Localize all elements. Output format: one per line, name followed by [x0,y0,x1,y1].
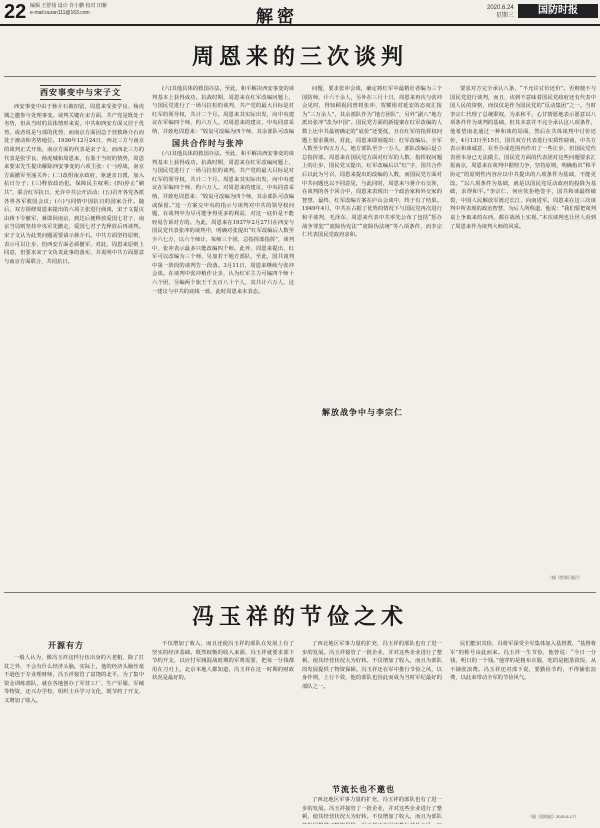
article2-subhead-2: 节流长也不邀也 [332,785,395,794]
article2-title: 冯玉祥的节俭之术 [191,605,408,630]
article1-column-2a: (六)其他具体的救国办法。至此，和平解决西安事变的谈判基本上获得成功。抗战时期，周恩来在红军改编问题上，与国民党进行了一场马拉松的谈判，共产党的最大目标是对红军的领导权，共计二个月。周恩来其实际出发，向中央建议在军编四个师，约六万人。对周恩来的建议，中央同意采纳，并致电周恩来：“收复可改编为四个师，其余部队可改编 [152,86,294,135]
email-line: e-mail:ouran111@163.com [30,10,90,16]
article1-credit: （据《世界日报》） [548,575,582,580]
section-title: 解密 [256,7,298,27]
title-rule [4,76,596,77]
article2-column-3b: 了西北地区军事力量的扩充，冯玉祥的部队也有了进一步的发展。冯玉祥接管了一批企业，并对这些企业进行了整顿，使其经营状况大为好转。不仅增加了收入，而且为部队 [302,797,442,821]
article1-subhead-2: 国共合作时与张冲 [172,139,244,148]
article2-subhead-1: 开源有方 [48,641,84,650]
date-text: 2020.6.24 [487,5,514,11]
article1-subhead-3: 解放战争中与李宗仁 [318,405,407,420]
article1-column-1: 西安事变中由于蒋介石被扣留，周恩来受张学良、杨虎城之邀参与处理事变。谈判关键在宋方面，共产党是既处于劣势，但从当时的具体情形来说，中共和西安方面又居于优势，或者说是与部的优势，而南京方面因急于营救蒋介石而处于被动和劣势地位。1936年12月24日，西北三方与南京的谈判正式开始，南京方面的代表是宋子文，而西北三方的代表是张学良、杨虎城和周恩来，有鉴于当时的情势，周恩来要宋先生提出解除西安事变的六项主张：(一)停战，南京方面撤军至潼关外；(二)改组南京政府，驱逐亲日派，加入抗日分子；(三)释放政治犯，保障民主权利；(四)停止“剿共”，联合红军抗日，允许中共公开活动；(五)召开各党各派各界各军救国会议；(六)与同情中国抗日的国家合作。随后，双方围绕周恩来提出的六项主张进行商谈，宋子文提议由蒋下令撤军，蒋即回南京，到达后便释放爱国七君子，南京当局则坚持中央军先撤走，爱国七君子先释放后再谈判。宋子文认为此类问题需要请示蒋介石。中共方面坚持原则，表示可以让步，但西安方面必须撤军，对此，周恩来原则上同意，但要求宋子文负责此事的落实，并说明中共方面愿意与南京方面联合，共同抗日。 [4,104,144,265]
article2-column-3: 了西北地区军事力量的扩充，冯玉祥的部队也有了进一步的发展。冯玉祥接管了一批企业，并对这些企业进行了整顿，使其经营状况大为好转。不仅增加了收入，而且为部队的发展提供了物资保障。冯玉祥还在军中推行节俭之风，以身作则，上行下效，他的部队也因此而成为当时军纪最好的部队之一。 [302,641,442,690]
page-number: 22 [4,1,27,23]
page-header [0,0,600,26]
article2-column-4: 民们能识其俭，冯将军深受全军集体加入基督教，“基督将军”的称号由此而来。冯玉祥一生节俭，他曾说：“今日一分钱，明日的一个钱。”他穿的是粗布衣服，吃的是粗茶淡饭，从不铺张浪费。冯玉祥还对部下说，要勤俭节约，不得铺张浪费，以此来带动全军的节俭风气。 [450,641,596,682]
article1-title: 周恩来的三次谈判 [191,45,408,70]
header-date [487,4,514,20]
article1-subhead-1: 西安事变中与宋子文 [40,85,121,100]
editors-line: 编辑 王舒扬 设计 许小鹏 校对 田紫 [30,3,107,9]
header-meta [30,3,107,17]
article2-column-2: 不仅增加了收入，而且还使冯玉祥的部队在发展上有了坚实的经济基础。既然权衡的收入来源，冯玉祥就要求部下节约开支，以应付军阀混战时期的军费需要，把每一分钱都用在刀刃上。北京本地人都知道，冯玉祥在这一时期的财政状况是最好的。 [152,641,294,682]
article1-column-4: 要求对方完全承认八条，“不允许讨价还价”。否则便不与国民党进行谈判，而且，该到不意味着国民党政府还有代表中国人民的资格，而仅仅是作为国民党的“反动集团”之一。当时李宗仁代理了总统职权，为求和平，心甘情愿地表示愿意以八项条件作为谈判的基础，但其本意并不完全承认这八项条件，他希望南北通过一种和谈的局面，然后在共体谈判中讨价还价，4月13日至15日，国共双方代表进行实质性磋商，中共方表示和谈诚意，在至办成范围内作出了一些让步，但国民党代表团本身已无法做主，国民党方面的代表团对这些问题要求汇报南京，周恩来在谈判中据理力争，坚持原则，明确指出“和平协定”的原则性内容应以中共提出的八项条件为基础，不能更改。“以八项条件为基础，就是以国民党反动政府的投降为基础，求得和平。”李宗仁、何应钦拒绝签字，国共和谈最终破裂，中国人民解放军渡过长江，向南进军。周恩来在这三次谈判中所表现的政治智慧，为后人所称道，他说：“我们要把谈判桌上争取来的东西，都在战场上实现。”本次谈判也让世人看到了周恩来作为谈判大师的风采。 [450,86,596,230]
section-rule [4,592,596,593]
weekday-text: 星期三 [495,13,514,19]
article2-credit: （据《团结报》2020-6-17） [528,814,579,819]
article2-column-1: 一般人认为，像冯玉祥这样行伍出身的大老粗，除了打仗之外，不会有什么经济头脑。实际上，他的经济头脑丝毫不逊色于专业理财师，冯玉祥接管了富饶的北平，为了集中资金训练部队，就在各地创办了军营工厂，生产军服、军械等物资，还兴办学校，组织士兵学习文化，既节约了开支，又增加了收入。 [4,655,144,704]
masthead-logo: 国防时报 [518,4,598,18]
article1-column-3: 问题，要求张冲会谈，确定将红军中最精壮者编为三个国防师，计六千余人，另外在三月十日，周恩来再次与张冲会见时，得知顾祝同曾将张冲、贺耀组对延安的态度汇报为“三万余人”，其余部队作为“地方团队”，另外“副八”地方派出张冲“改为中国”。国民党方面的新提案在红军改编的人数上比中共最初确定的“底价”还要低，且在红军的指挥权问题上要求冀州，对此，周恩来即刻提出：红军改编后，全军人数至少四五万人，地方部队至少一万人，部队改编后设立总指挥部。周恩来在国民党方面对红军的人数、指挥权问题上的让步，国民党又提出，红军改编后以“红”字，国共合作后以此为号召，周恩来提出的改编的人数，而国民党方面对中共问题也以不同意见，与此同时，周恩来与蒋介石交涉，在谈判的各个回合中，周恩来表现出一个政治家和外交家的智慧，最终，红军改编方案在庐山会谈中，终于有了结果。1949年4月，中共在占据了优势的情况下与国民党再次进行和平谈判，毛泽东、周恩来代表中共率先公布了包括“惩办战争罪犯”“废除伪宪法”“废除伪法统”等八项条件，而李宗仁代表国民党政府求和。 [302,86,442,239]
article1-column-2: (六)其他具体的救国办法。至此，和平解决西安事变的谈判基本上获得成功。抗战时期，周恩来在红军改编问题上，与国民党进行了一场马拉松的谈判，共产党的最大目标是对红军的领导权，共计二个月。周恩来其实际出发，向中央建议在军编四个师，约六万人。对周恩来的建议，中央同意采纳，并致电周恩来：“收复可改编为四个师，其余部队可改编或保留。”这一方案交中央的指示与谈判对中共的领导权问题，在谈判中为尽可能争得更多的利益，对这一底价是不能轻易告诉对方的。为此，周恩来在1937年2月27日在西安与国民党代表张冲的谈判中，明确对张提出“红军改编后人数至少六七万，以六个师计，每师三个团，总指挥部指挥”，谈判中，张冲表示最多只能改编四个师。此外，周恩来提出，红军可以改编为三个师，另加若干地方部队，至此，国共谈判中第一阶段的谈判告一段落。3月11日，周恩来继续与张冲会谈。在谈判中张冲稍作让步，认为红军主力可编四个师十六个团，另编两个旅王千五百八十个人，其共计六万人，这一建议与中共的底线一致，此时周恩来未表态。 [152,151,294,295]
